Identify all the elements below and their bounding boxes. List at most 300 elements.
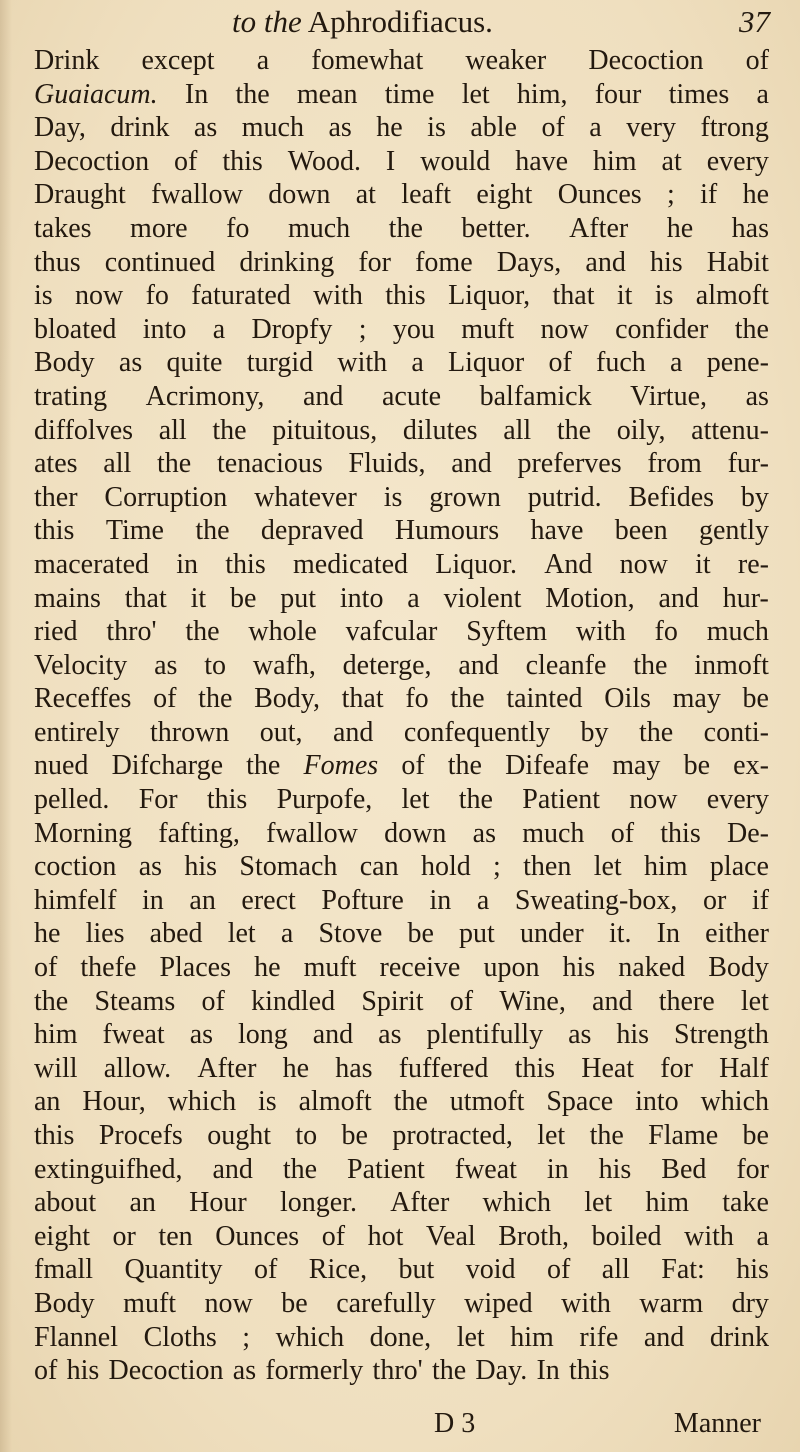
word: In <box>656 918 680 950</box>
word: Dropfy <box>251 313 333 345</box>
text-line <box>34 1354 769 1388</box>
word: and <box>212 1153 253 1185</box>
word: Sweating-box, <box>514 884 678 916</box>
word: of <box>201 985 225 1017</box>
word: fo <box>145 280 169 312</box>
word: him <box>593 145 637 177</box>
word: pelled. <box>34 784 110 816</box>
word: Receffes <box>34 683 132 715</box>
word: much <box>287 212 351 244</box>
word: ; <box>358 313 367 345</box>
word: from <box>647 448 702 480</box>
word: Flame <box>648 1120 719 1151</box>
text-line <box>34 447 769 481</box>
word: tainted <box>506 683 583 715</box>
word: of <box>174 145 198 177</box>
word: of <box>541 112 565 144</box>
word: very <box>626 112 676 144</box>
word: Pofture <box>321 884 404 916</box>
word: Decoction <box>108 1355 224 1387</box>
text-line <box>34 716 769 750</box>
text-line <box>34 414 769 448</box>
word: be <box>742 1120 769 1151</box>
word: let <box>593 851 622 883</box>
word: as <box>472 817 496 849</box>
word: now <box>204 1287 253 1319</box>
word: the <box>198 683 233 715</box>
word: the <box>447 750 482 782</box>
text-line <box>34 582 769 616</box>
word: pene- <box>706 347 769 379</box>
word: Oils <box>604 683 651 715</box>
word: or <box>112 1220 136 1252</box>
word: ; <box>242 1321 251 1353</box>
word: ried <box>34 616 78 648</box>
word: him <box>510 1321 554 1353</box>
word: drink <box>709 1321 769 1353</box>
text-line <box>34 1085 769 1119</box>
word: of <box>254 1254 278 1286</box>
word: muft <box>303 952 357 984</box>
word: or <box>702 884 727 916</box>
word: fmall <box>34 1254 94 1286</box>
text-line <box>34 313 769 347</box>
word: In <box>536 1355 560 1387</box>
word: that <box>124 582 167 614</box>
word: can <box>359 851 399 883</box>
word: let <box>537 1120 566 1151</box>
word: fo <box>405 683 429 715</box>
word: him <box>644 851 688 883</box>
word: let <box>401 784 430 816</box>
text-line <box>34 783 769 817</box>
word: done, <box>369 1321 432 1353</box>
word: drinking <box>239 246 335 278</box>
word: his <box>736 1254 769 1286</box>
word: Rice, <box>308 1254 368 1286</box>
word: as <box>232 1355 257 1387</box>
word: the <box>157 448 192 480</box>
word: extinguifhed, <box>34 1153 183 1185</box>
word: whole <box>248 616 317 648</box>
word: which <box>167 1086 237 1118</box>
word: I <box>385 145 396 177</box>
word: coction <box>34 851 117 883</box>
word: now <box>540 313 589 345</box>
word: hur- <box>722 582 769 614</box>
word: Liquor <box>448 347 525 379</box>
word: Body <box>34 347 95 379</box>
word: except <box>141 45 215 76</box>
word: have <box>530 515 584 547</box>
text-line <box>34 917 769 951</box>
word: muft <box>123 1287 177 1319</box>
word: fafting, <box>158 817 240 849</box>
word: will <box>34 1052 78 1084</box>
word: is <box>427 112 446 144</box>
word: receive <box>379 952 461 984</box>
word: and <box>658 582 699 614</box>
word: ex- <box>733 750 769 782</box>
running-title <box>232 4 493 40</box>
word: with <box>575 616 626 648</box>
word: Decoction <box>588 45 704 76</box>
word: much <box>241 112 304 144</box>
word: he <box>666 212 694 244</box>
word: the <box>458 784 493 816</box>
word: De- <box>726 817 769 849</box>
word: inmoft <box>694 649 769 681</box>
word: pituitous, <box>272 414 378 446</box>
running-header <box>0 2 800 48</box>
word: that <box>341 683 384 715</box>
word: into <box>339 582 384 614</box>
word: every <box>706 784 769 816</box>
text-line <box>34 279 769 313</box>
text-line <box>34 1119 769 1153</box>
word: turgid <box>246 347 314 379</box>
signature-mark: D 3 <box>434 1408 476 1439</box>
word: quite <box>166 347 223 379</box>
running-title-prefix: to the <box>232 4 302 39</box>
word: fwallow <box>151 179 243 211</box>
word: the <box>638 716 674 748</box>
word: fomewhat <box>311 45 424 76</box>
word: into <box>635 1086 679 1118</box>
word: and <box>302 380 344 412</box>
word: you <box>392 313 435 345</box>
word: it. <box>608 918 632 950</box>
word: now <box>629 784 678 816</box>
text-line <box>34 985 769 1019</box>
word: gently <box>698 515 769 547</box>
word: the <box>450 683 485 715</box>
word: let <box>227 918 256 950</box>
word: as <box>189 1019 214 1051</box>
word: of <box>34 1355 58 1387</box>
word: Bed <box>661 1153 707 1185</box>
word: if <box>700 179 718 211</box>
word: the <box>235 78 270 110</box>
word: time <box>384 78 435 110</box>
word: as <box>138 851 163 883</box>
word: if <box>751 884 769 916</box>
word: him <box>645 1187 690 1219</box>
word: Days, <box>496 246 562 278</box>
word: void <box>465 1254 516 1286</box>
word: all <box>601 1254 630 1286</box>
word: mean <box>296 78 358 110</box>
word: Difeafe <box>505 750 590 782</box>
word: Purpofe, <box>276 784 373 816</box>
word: put <box>280 582 317 614</box>
word: macerated <box>34 548 150 580</box>
word: Habit <box>706 246 769 278</box>
word: has <box>731 212 769 244</box>
word: bloated <box>34 313 117 345</box>
word: all <box>503 414 532 446</box>
word: at <box>355 179 376 211</box>
word: be <box>341 1120 368 1151</box>
word: In <box>184 78 209 110</box>
text-line <box>34 682 769 716</box>
text-line <box>34 514 769 548</box>
word: his <box>616 1019 650 1051</box>
word: for <box>736 1153 769 1185</box>
word: formerly <box>265 1355 364 1387</box>
word: by <box>580 716 609 748</box>
word: depraved <box>260 515 364 547</box>
word: be <box>683 750 711 782</box>
word: fuch <box>596 347 646 379</box>
word: ten <box>158 1220 193 1252</box>
word: thrown <box>149 716 230 748</box>
word: be <box>407 918 434 950</box>
word: a <box>756 78 769 110</box>
word: him <box>34 1019 78 1051</box>
word: whatever <box>254 481 357 513</box>
word: to <box>204 649 227 681</box>
word: confider <box>615 313 709 345</box>
word: his <box>66 1355 100 1387</box>
word: Body <box>708 952 769 984</box>
word: protracted, <box>392 1120 513 1151</box>
word: an <box>34 1086 61 1118</box>
word: Places <box>159 952 231 984</box>
word: with <box>561 1287 611 1319</box>
text-line <box>34 951 769 985</box>
word: much <box>522 817 585 849</box>
word: the <box>34 985 69 1017</box>
word: faturated <box>191 280 291 312</box>
word: dry <box>731 1287 769 1319</box>
word: as <box>328 112 352 144</box>
word: it <box>695 548 711 580</box>
word: warm <box>639 1287 704 1319</box>
word: into <box>142 313 187 345</box>
word: fo <box>654 616 678 648</box>
word: for <box>660 1052 693 1084</box>
word: of <box>745 45 769 76</box>
word: Body <box>34 1287 95 1319</box>
text-line <box>34 548 769 582</box>
word: this <box>222 145 263 177</box>
word: After <box>569 212 629 244</box>
word: with <box>313 280 363 312</box>
word: place <box>709 851 769 883</box>
text-line <box>34 178 769 212</box>
word: carefully <box>336 1287 436 1319</box>
word: Cloths <box>143 1321 217 1353</box>
word: the <box>431 1355 467 1387</box>
text-line <box>34 481 769 515</box>
word: the <box>195 515 230 547</box>
word: deterge, <box>342 649 432 681</box>
word: and <box>458 649 499 681</box>
word: ates <box>34 448 78 480</box>
text-line <box>34 1321 769 1355</box>
word: Heat <box>581 1052 635 1084</box>
word: a <box>476 884 490 916</box>
word: either <box>705 918 769 950</box>
word: there <box>658 985 715 1017</box>
word: take <box>722 1187 769 1219</box>
word: fweat <box>102 1019 165 1051</box>
word: in <box>142 884 164 916</box>
word: continued <box>104 246 216 278</box>
word: fweat <box>454 1153 517 1185</box>
word: fuffered <box>398 1052 489 1084</box>
word: acute <box>381 380 442 412</box>
word: Velocity <box>34 649 128 681</box>
word: violent <box>443 582 522 614</box>
word: in <box>429 884 452 916</box>
word: this <box>34 515 75 547</box>
word: as <box>118 347 143 379</box>
word: more <box>130 212 188 244</box>
word: at <box>661 145 682 177</box>
word: as <box>154 649 178 681</box>
word: he <box>34 918 61 950</box>
word: better. <box>461 212 531 244</box>
word: been <box>614 515 668 547</box>
word: erect <box>241 884 296 916</box>
word: tenacious <box>217 448 323 480</box>
word: takes <box>34 212 92 244</box>
word: Fat: <box>661 1254 705 1286</box>
text-line <box>34 850 769 884</box>
word: Day. <box>475 1355 528 1387</box>
word: and <box>333 716 374 748</box>
word: the <box>388 212 423 244</box>
word: trating <box>34 380 108 412</box>
word: and <box>643 1321 685 1353</box>
word: then <box>523 851 572 883</box>
word: every <box>706 145 769 177</box>
word: lies <box>85 918 125 950</box>
word: under <box>520 918 584 950</box>
word: in <box>176 548 199 580</box>
word: a <box>407 582 420 614</box>
word: Corruption <box>104 481 228 513</box>
word: times <box>668 78 730 110</box>
word: Procefs <box>98 1120 183 1151</box>
word: a <box>212 313 226 345</box>
word: as <box>568 1019 592 1051</box>
page-footer <box>34 1407 769 1441</box>
word: with <box>684 1220 734 1252</box>
word: longer. <box>279 1187 357 1219</box>
word: rife <box>579 1321 619 1353</box>
word: thro' <box>106 616 157 648</box>
word: Liquor. <box>435 548 517 580</box>
word: mains <box>34 582 101 614</box>
word: as <box>745 380 769 412</box>
word: this <box>514 1052 556 1084</box>
word: of <box>153 683 177 715</box>
word: his <box>598 1153 632 1185</box>
word: Wine, <box>499 985 566 1017</box>
text-line <box>34 1220 769 1254</box>
word: Guaiacum. <box>34 78 158 110</box>
word: the <box>633 649 668 681</box>
word: now <box>75 280 124 312</box>
word: of <box>610 817 635 849</box>
word: grown <box>429 481 501 513</box>
word: may <box>672 683 721 715</box>
text-line <box>34 346 769 380</box>
word: this <box>225 548 266 580</box>
word: fur- <box>727 448 769 480</box>
word: this <box>34 1120 75 1151</box>
word: an <box>129 1187 156 1219</box>
text-line <box>34 145 769 179</box>
word: hot <box>367 1220 404 1252</box>
word: re- <box>737 548 769 580</box>
word: Day, <box>34 112 86 144</box>
body-text <box>34 44 769 1388</box>
word: a <box>589 112 602 144</box>
text-line <box>34 1287 769 1321</box>
word: in <box>546 1153 569 1185</box>
word: After <box>197 1052 257 1084</box>
word: Patient <box>522 784 601 816</box>
word: is <box>34 280 53 312</box>
word: Veal <box>425 1220 476 1252</box>
word: be <box>229 582 257 614</box>
word: much <box>706 616 769 648</box>
word: plentifully <box>426 1019 544 1051</box>
word: the <box>589 1120 624 1151</box>
word: and <box>585 246 626 278</box>
word: Stove <box>318 918 383 950</box>
word: And <box>544 548 593 580</box>
word: wafh, <box>252 649 316 681</box>
word: of <box>34 952 58 984</box>
word: of <box>547 1254 571 1286</box>
word: that <box>552 280 595 312</box>
word: Acrimony, <box>145 380 265 412</box>
word: ; <box>667 179 675 211</box>
text-line <box>34 649 769 683</box>
word: Hour, <box>82 1086 146 1118</box>
text-line <box>34 1186 769 1220</box>
word: allow. <box>103 1052 172 1084</box>
word: a <box>756 1220 769 1252</box>
text-line <box>34 111 769 145</box>
word: his <box>184 851 218 883</box>
word: vafcular <box>345 616 438 648</box>
word: Flannel <box>34 1321 118 1353</box>
word: would <box>420 145 491 177</box>
word: Motion, <box>545 582 635 614</box>
word: eight <box>476 179 533 211</box>
word: thefe <box>80 952 137 984</box>
word: a <box>411 347 424 379</box>
word: abed <box>149 918 203 950</box>
word: him, <box>516 78 568 110</box>
word: the <box>734 313 769 345</box>
word: about <box>34 1187 97 1219</box>
word: Half <box>719 1052 769 1084</box>
word: of <box>548 347 572 379</box>
catchword: Manner <box>673 1408 761 1439</box>
word: Ounces <box>557 179 642 211</box>
word: kindled <box>251 985 336 1017</box>
word: and <box>451 448 492 480</box>
word: ther <box>34 481 78 513</box>
word: this <box>385 280 426 312</box>
